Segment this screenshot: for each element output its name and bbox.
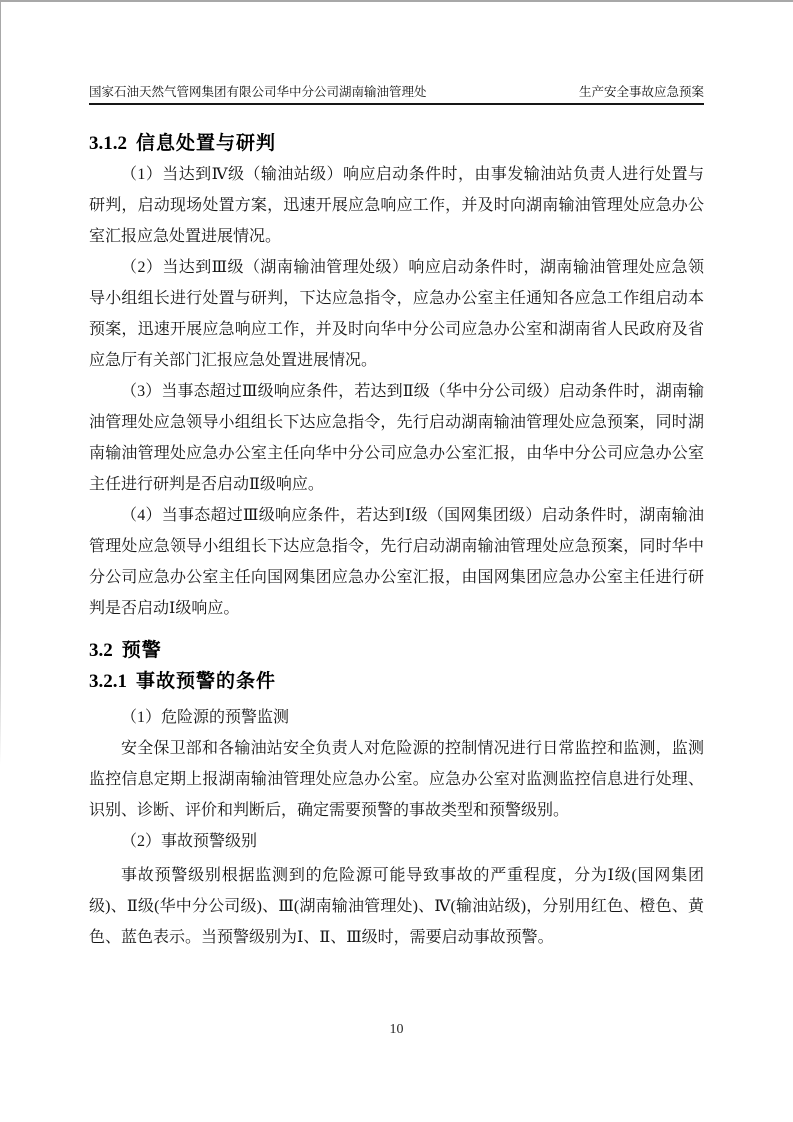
section-title: 信息处置与研判 [136, 133, 277, 154]
section-title: 预警 [121, 640, 162, 661]
paragraph: （2）当达到Ⅲ级（湖南输油管理处级）响应启动条件时，湖南输油管理处应急领导小组组长进行处置与研判，下达应急指令，应急办公室主任通知各应急工作组启动本预案，迅速开展应急响应工作，并及时向华中分公司应急办公室和湖南省人民政府及省应急厅有关部门汇报应急处置进展情况。 [89, 259, 704, 369]
page-left-edge [0, 0, 1, 765]
section-number: 3.1.2 [89, 133, 127, 154]
page-number: 10 [389, 1022, 404, 1037]
section-heading-3-1-2 [89, 131, 704, 157]
paragraph: （1）危险源的预警监测 [121, 709, 290, 726]
section-number: 3.2 [89, 640, 113, 661]
section-title: 事故预警的条件 [136, 671, 277, 692]
document-body [89, 0, 704, 953]
section-number: 3.2.1 [89, 671, 127, 692]
paragraph: （1）当达到Ⅳ级（输油站级）响应启动条件时，由事发输油站负责人进行处置与研判，启动现场处置方案，迅速开展应急响应工作，并及时向湖南输油管理处应急办公室汇报应急处置进展情况。 [89, 166, 704, 245]
paragraph: 事故预警级别根据监测到的危险源可能导致事故的严重程度，分为Ⅰ级(国网集团级)、Ⅱ级(华中分公司级)、Ⅲ(湖南输油管理处)、Ⅳ(输油站级)，分别用红色、橙色、黄色、蓝色表示。当预警级别为Ⅰ、Ⅱ、Ⅲ级时，需要启动事故预警。 [89, 867, 704, 946]
paragraph: （2）事故预警级别 [121, 833, 258, 850]
section-heading-3-2 [89, 638, 704, 664]
page-header [89, 84, 704, 105]
header-right-text: 生产安全事故应急预案 [578, 85, 704, 99]
paragraph: （4）当事态超过Ⅲ级响应条件，若达到Ⅰ级（国网集团级）启动条件时，湖南输油管理处应急领导小组组长下达应急指令，先行启动湖南输油管理处应急预案，同时华中分公司应急办公室主任向国网集团应急办公室汇报，由国网集团应急办公室主任进行研判是否启动Ⅰ级响应。 [89, 507, 704, 617]
header-left-text: 国家石油天然气管网集团有限公司华中分公司湖南输油管理处 [89, 85, 427, 99]
paragraph: 安全保卫部和各输油站安全负责人对危险源的控制情况进行日常监控和监测，监测监控信息定期上报湖南输油管理处应急办公室。应急办公室对监测监控信息进行处理、识别、诊断、评价和判断后，确定需要预警的事故类型和预警级别。 [89, 740, 704, 819]
paragraph: （3）当事态超过Ⅲ级响应条件，若达到Ⅱ级（华中分公司级）启动条件时，湖南输油管理处应急领导小组组长下达应急指令，先行启动湖南输油管理处应急预案，同时湖南输油管理处应急办公室主任向华中分公司应急办公室汇报，由华中分公司应急办公室主任进行研判是否启动Ⅱ级响应。 [89, 383, 704, 493]
section-heading-3-2-1 [89, 669, 704, 695]
